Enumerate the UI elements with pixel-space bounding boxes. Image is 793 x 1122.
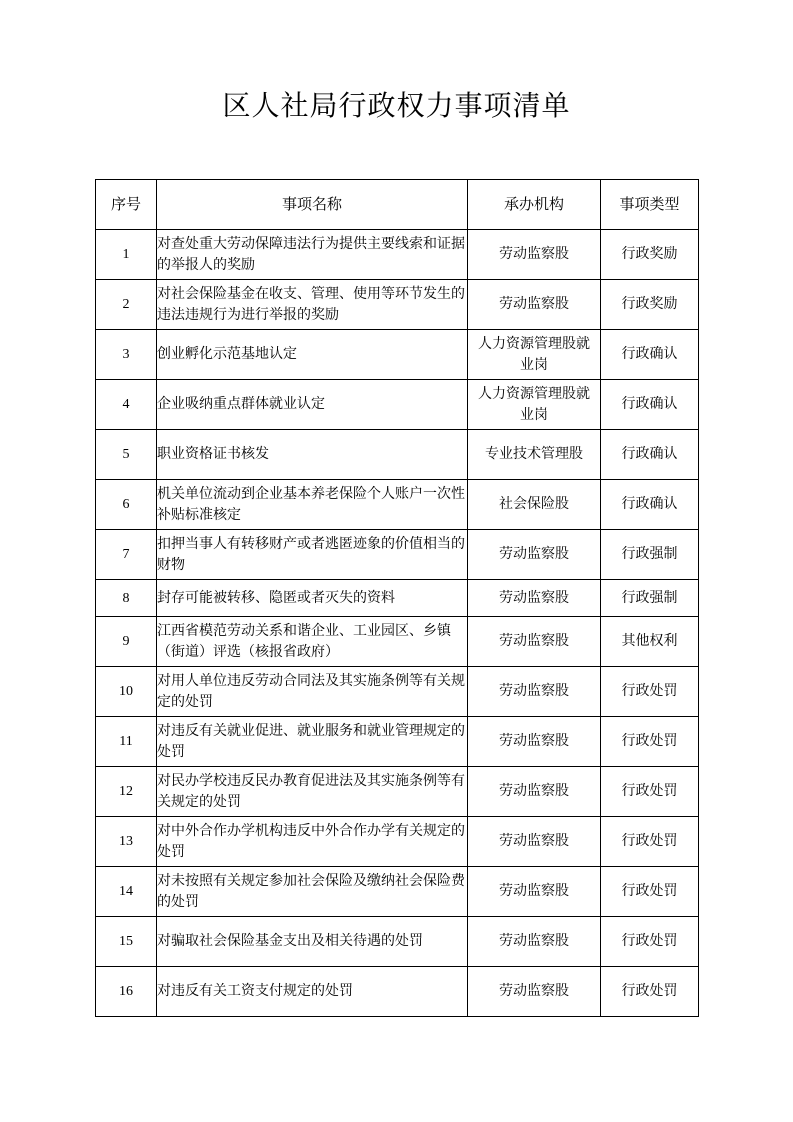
item-name: 企业吸纳重点群体就业认定 [157, 380, 468, 430]
table-row [96, 617, 699, 667]
handling-org-text: 人力资源管理股就业岗 [478, 385, 590, 423]
table-row [96, 767, 699, 817]
table-row [96, 667, 699, 717]
table-row [96, 430, 699, 480]
item-type: 行政强制 [601, 580, 699, 617]
row-number: 3 [96, 330, 157, 380]
table-row [96, 717, 699, 767]
item-type: 行政处罚 [601, 917, 699, 967]
row-number: 4 [96, 380, 157, 430]
row-number: 11 [96, 717, 157, 767]
item-name: 对社会保险基金在收支、管理、使用等环节发生的违法违规行为进行举报的奖励 [157, 280, 468, 330]
row-number: 12 [96, 767, 157, 817]
table-row [96, 530, 699, 580]
item-name: 机关单位流动到企业基本养老保险个人账户一次性补贴标准核定 [157, 480, 468, 530]
table-row [96, 380, 699, 430]
item-type: 行政处罚 [601, 667, 699, 717]
item-name: 对查处重大劳动保障违法行为提供主要线索和证据的举报人的奖励 [157, 230, 468, 280]
handling-org: 劳动监察股 [468, 767, 601, 817]
row-number: 16 [96, 967, 157, 1017]
table-row [96, 330, 699, 380]
table-row [96, 480, 699, 530]
handling-org: 劳动监察股 [468, 867, 601, 917]
table-row [96, 230, 699, 280]
handling-org: 劳动监察股 [468, 717, 601, 767]
row-number: 6 [96, 480, 157, 530]
row-number: 9 [96, 617, 157, 667]
item-type: 行政处罚 [601, 717, 699, 767]
row-number: 15 [96, 917, 157, 967]
row-number: 2 [96, 280, 157, 330]
handling-org-text: 人力资源管理股就业岗 [478, 335, 590, 373]
table-row [96, 580, 699, 617]
header-type: 事项类型 [601, 180, 699, 230]
row-number: 10 [96, 667, 157, 717]
item-type: 行政处罚 [601, 767, 699, 817]
item-name: 对违反有关就业促进、就业服务和就业管理规定的处罚 [157, 717, 468, 767]
item-name: 对骗取社会保险基金支出及相关待遇的处罚 [157, 917, 468, 967]
table-row [96, 817, 699, 867]
item-type: 行政处罚 [601, 967, 699, 1017]
handling-org: 劳动监察股 [468, 580, 601, 617]
row-number: 7 [96, 530, 157, 580]
item-type: 行政强制 [601, 530, 699, 580]
item-type: 行政奖励 [601, 230, 699, 280]
table-row [96, 280, 699, 330]
row-number: 5 [96, 430, 157, 480]
item-type: 行政确认 [601, 330, 699, 380]
header-no: 序号 [96, 180, 157, 230]
handling-org: 劳动监察股 [468, 530, 601, 580]
item-name: 封存可能被转移、隐匿或者灭失的资料 [157, 580, 468, 617]
item-name: 江西省模范劳动关系和谐企业、工业园区、乡镇（街道）评选（核报省政府） [157, 617, 468, 667]
handling-org: 劳动监察股 [468, 817, 601, 867]
table-row [96, 917, 699, 967]
handling-org: 专业技术管理股 [468, 430, 601, 480]
page-title: 区人社局行政权力事项清单 [222, 89, 571, 122]
table-row [96, 967, 699, 1017]
table-header-row [96, 180, 699, 230]
item-name: 创业孵化示范基地认定 [157, 330, 468, 380]
handling-org: 劳动监察股 [468, 967, 601, 1017]
item-name: 对中外合作办学机构违反中外合作办学有关规定的处罚 [157, 817, 468, 867]
handling-org: 劳动监察股 [468, 280, 601, 330]
handling-org: 劳动监察股 [468, 617, 601, 667]
table-row [96, 867, 699, 917]
item-name: 对违反有关工资支付规定的处罚 [157, 967, 468, 1017]
item-type: 行政确认 [601, 430, 699, 480]
header-org: 承办机构 [468, 180, 601, 230]
handling-org: 社会保险股 [468, 480, 601, 530]
row-number: 1 [96, 230, 157, 280]
handling-org: 劳动监察股 [468, 230, 601, 280]
item-name: 职业资格证书核发 [157, 430, 468, 480]
item-name: 扣押当事人有转移财产或者逃匿迹象的价值相当的财物 [157, 530, 468, 580]
item-type: 行政处罚 [601, 867, 699, 917]
item-name: 对未按照有关规定参加社会保险及缴纳社会保险费的处罚 [157, 867, 468, 917]
item-type: 行政确认 [601, 380, 699, 430]
row-number: 14 [96, 867, 157, 917]
item-type: 行政确认 [601, 480, 699, 530]
row-number: 8 [96, 580, 157, 617]
rights-table [95, 179, 699, 1017]
header-name: 事项名称 [157, 180, 468, 230]
row-number: 13 [96, 817, 157, 867]
item-type: 其他权利 [601, 617, 699, 667]
handling-org [468, 330, 601, 380]
item-name: 对用人单位违反劳动合同法及其实施条例等有关规定的处罚 [157, 667, 468, 717]
handling-org: 劳动监察股 [468, 667, 601, 717]
item-type: 行政奖励 [601, 280, 699, 330]
handling-org: 劳动监察股 [468, 917, 601, 967]
item-type: 行政处罚 [601, 817, 699, 867]
item-name: 对民办学校违反民办教育促进法及其实施条例等有关规定的处罚 [157, 767, 468, 817]
handling-org [468, 380, 601, 430]
